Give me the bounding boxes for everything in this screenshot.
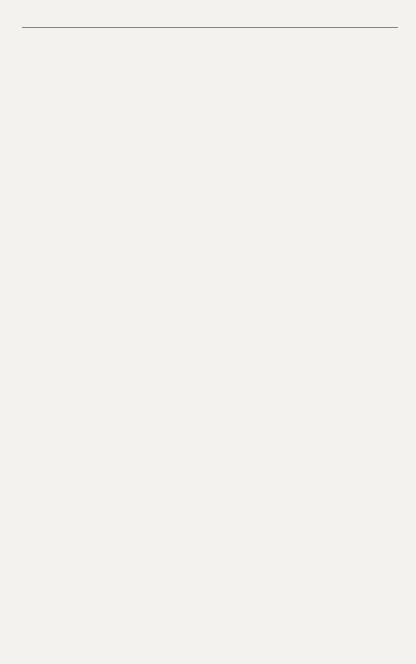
table-of-contents bbox=[22, 27, 398, 37]
morphology-subheading bbox=[22, 34, 398, 37]
